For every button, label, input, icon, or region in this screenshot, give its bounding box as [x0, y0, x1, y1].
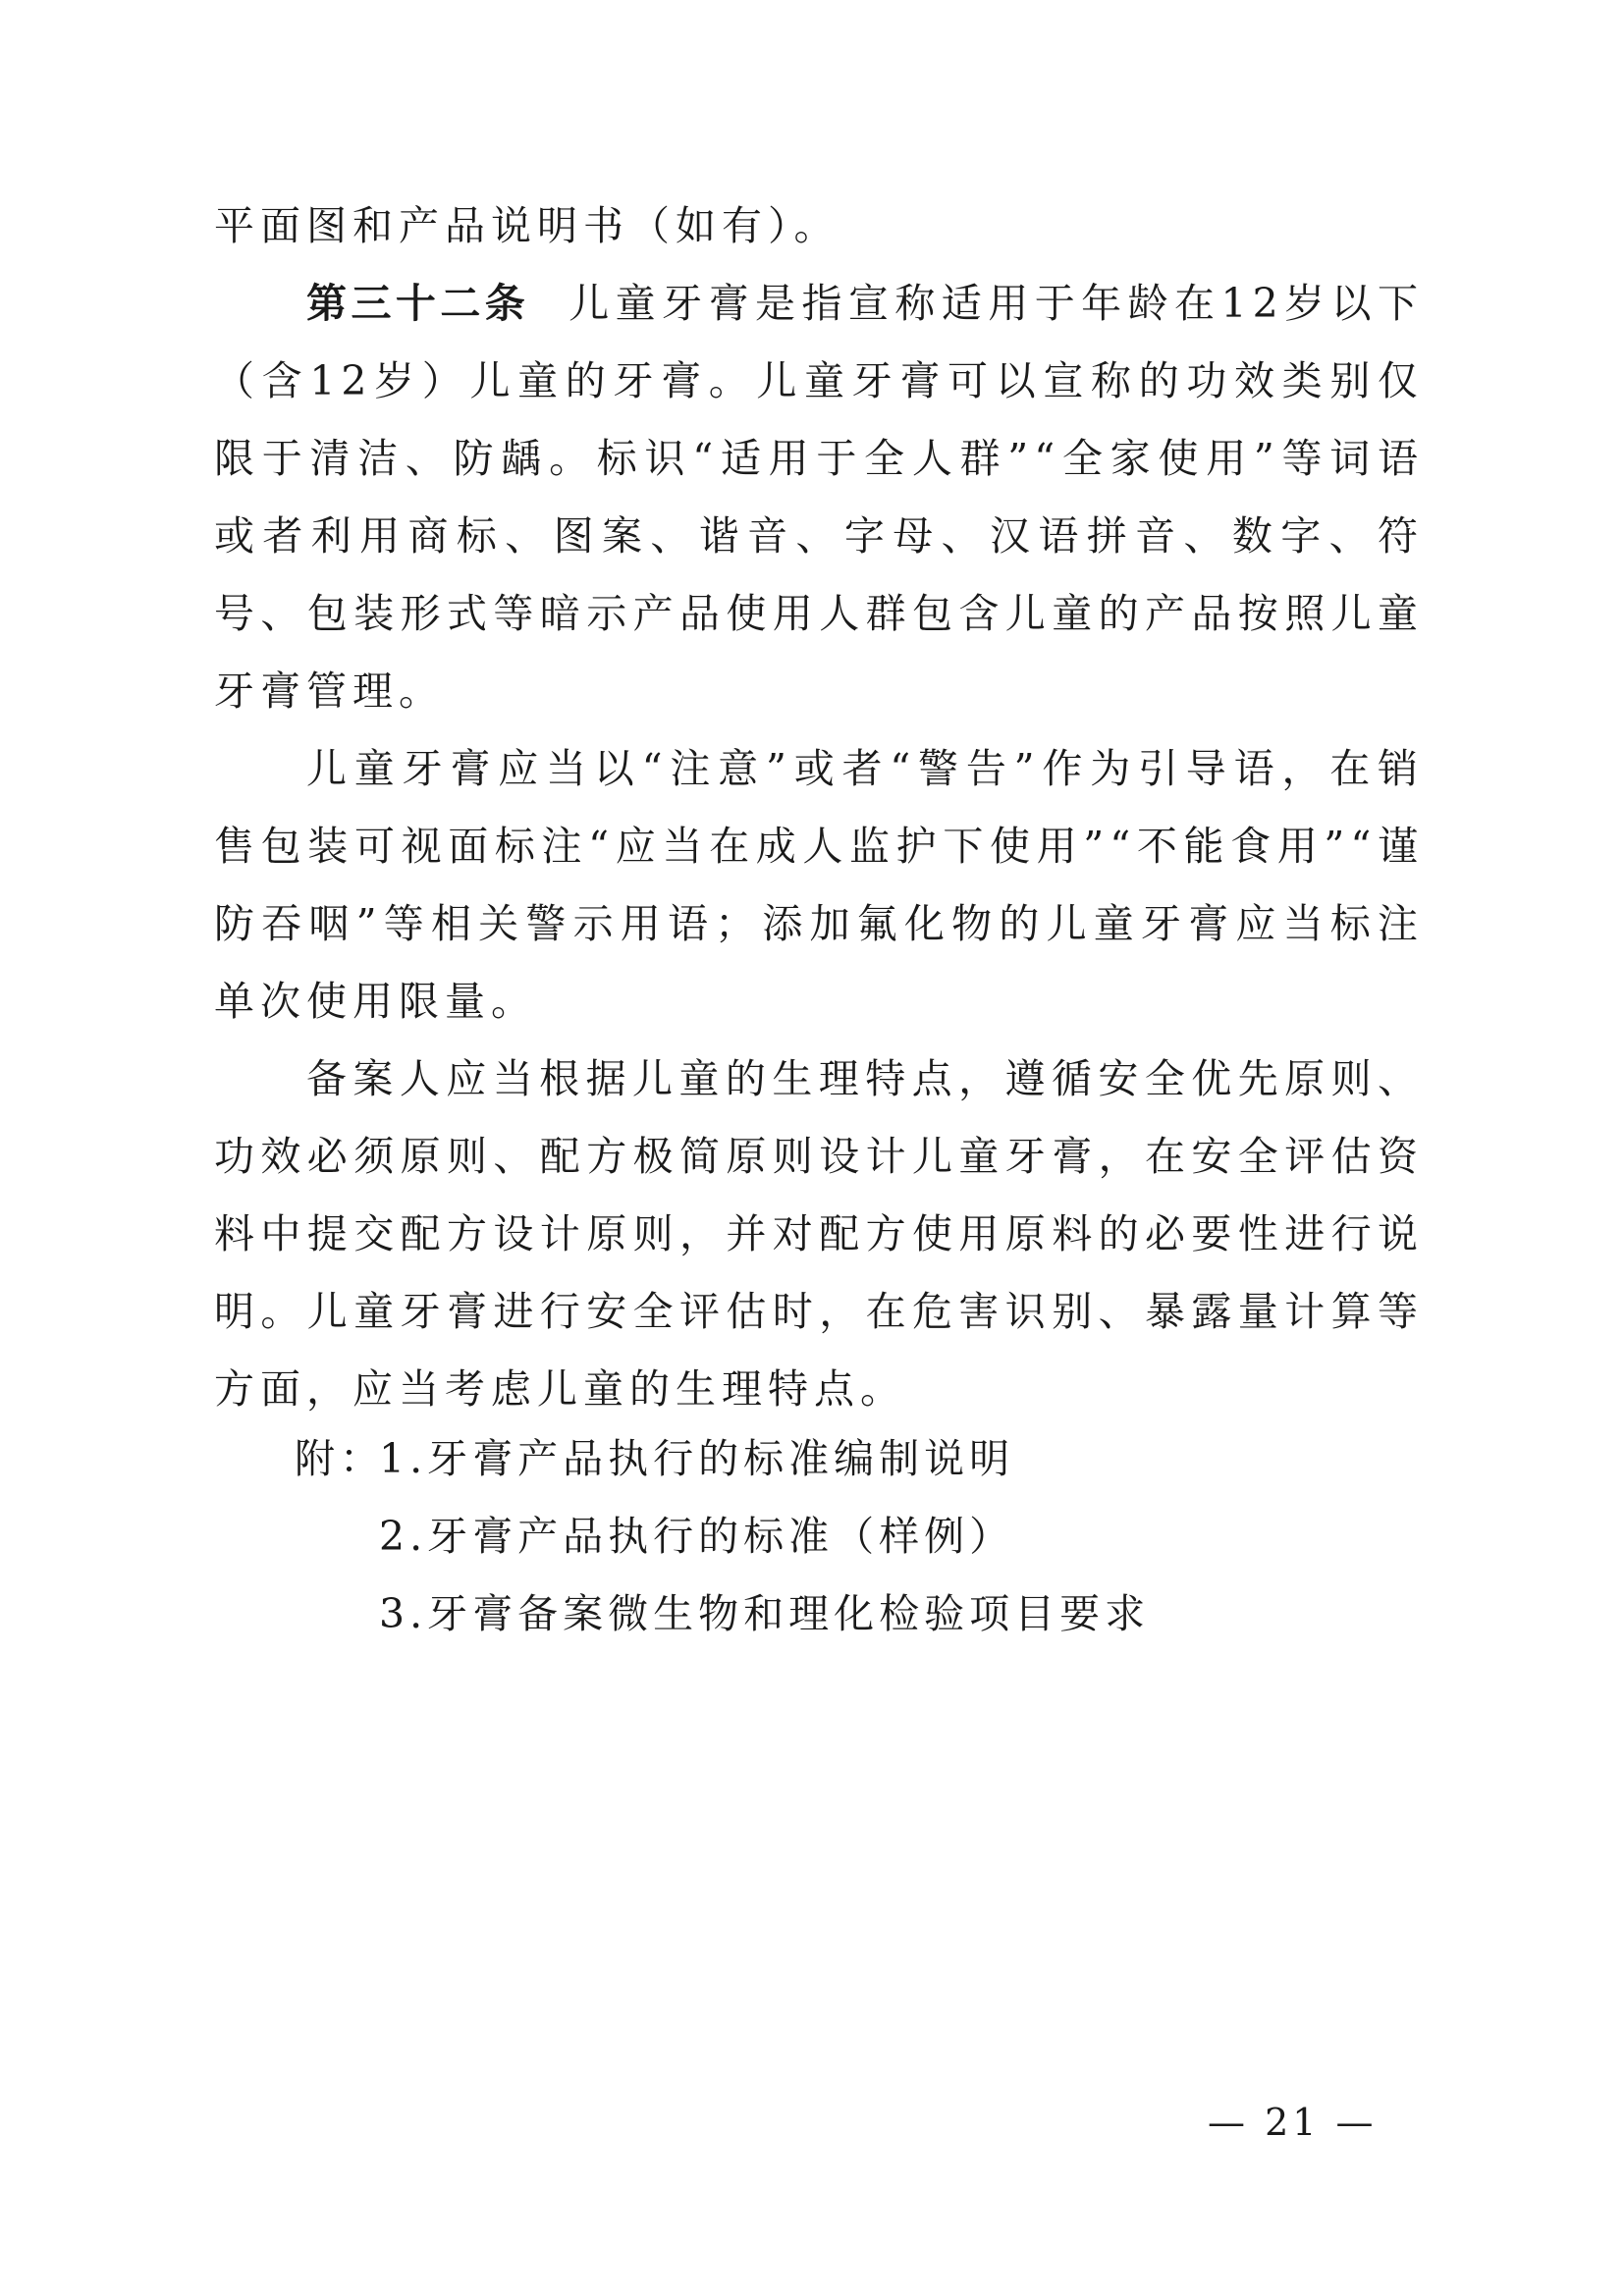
page-number: — 21 —	[1208, 2101, 1378, 2144]
attachment-row	[295, 1575, 1375, 1653]
article-32-text-1: 儿童牙膏是指宣称适用于年龄在12岁以下（含12岁）儿童的牙膏。儿童牙膏可以宣称的功效类别仅限于清洁、防龋。标识“适用于全人群”“全家使用”等词语或者利用商标、图案、谐音、字母、汉语拼音、数字、符号、包装形式等暗示产品使用人群包含儿童的产品按照儿童牙膏管理。	[214, 280, 1424, 715]
article-body	[214, 187, 1424, 1428]
article-32-paragraph-1	[214, 265, 1424, 730]
article-32-heading: 第三十二条	[306, 280, 530, 327]
attachment-item: 1.牙膏产品执行的标准编制说明	[379, 1435, 1015, 1482]
continuation-line: 平面图和产品说明书（如有）。	[214, 202, 840, 249]
article-32-paragraph-2: 儿童牙膏应当以“注意”或者“警告”作为引导语，在销售包装可视面标注“应当在成人监护下使用”“不能食用”“谨防吞咽”等相关警示用语；添加氟化物的儿童牙膏应当标注单次使用限量。	[214, 745, 1424, 1025]
attachment-row	[295, 1498, 1375, 1575]
attachments-label: 附：	[295, 1435, 385, 1482]
attachment-row	[295, 1420, 1375, 1498]
attachment-item: 2.牙膏产品执行的标准（样例）	[379, 1513, 1015, 1560]
attachment-item: 3.牙膏备案微生物和理化检验项目要求	[379, 1590, 1151, 1637]
attachments-list	[295, 1420, 1375, 1653]
article-32-paragraph-3: 备案人应当根据儿童的生理特点，遵循安全优先原则、功效必须原则、配方极简原则设计儿童牙膏，在安全评估资料中提交配方设计原则，并对配方使用原料的必要性进行说明。儿童牙膏进行安全评估时，在危害识别、暴露量计算等方面，应当考虑儿童的生理特点。	[214, 1055, 1424, 1413]
